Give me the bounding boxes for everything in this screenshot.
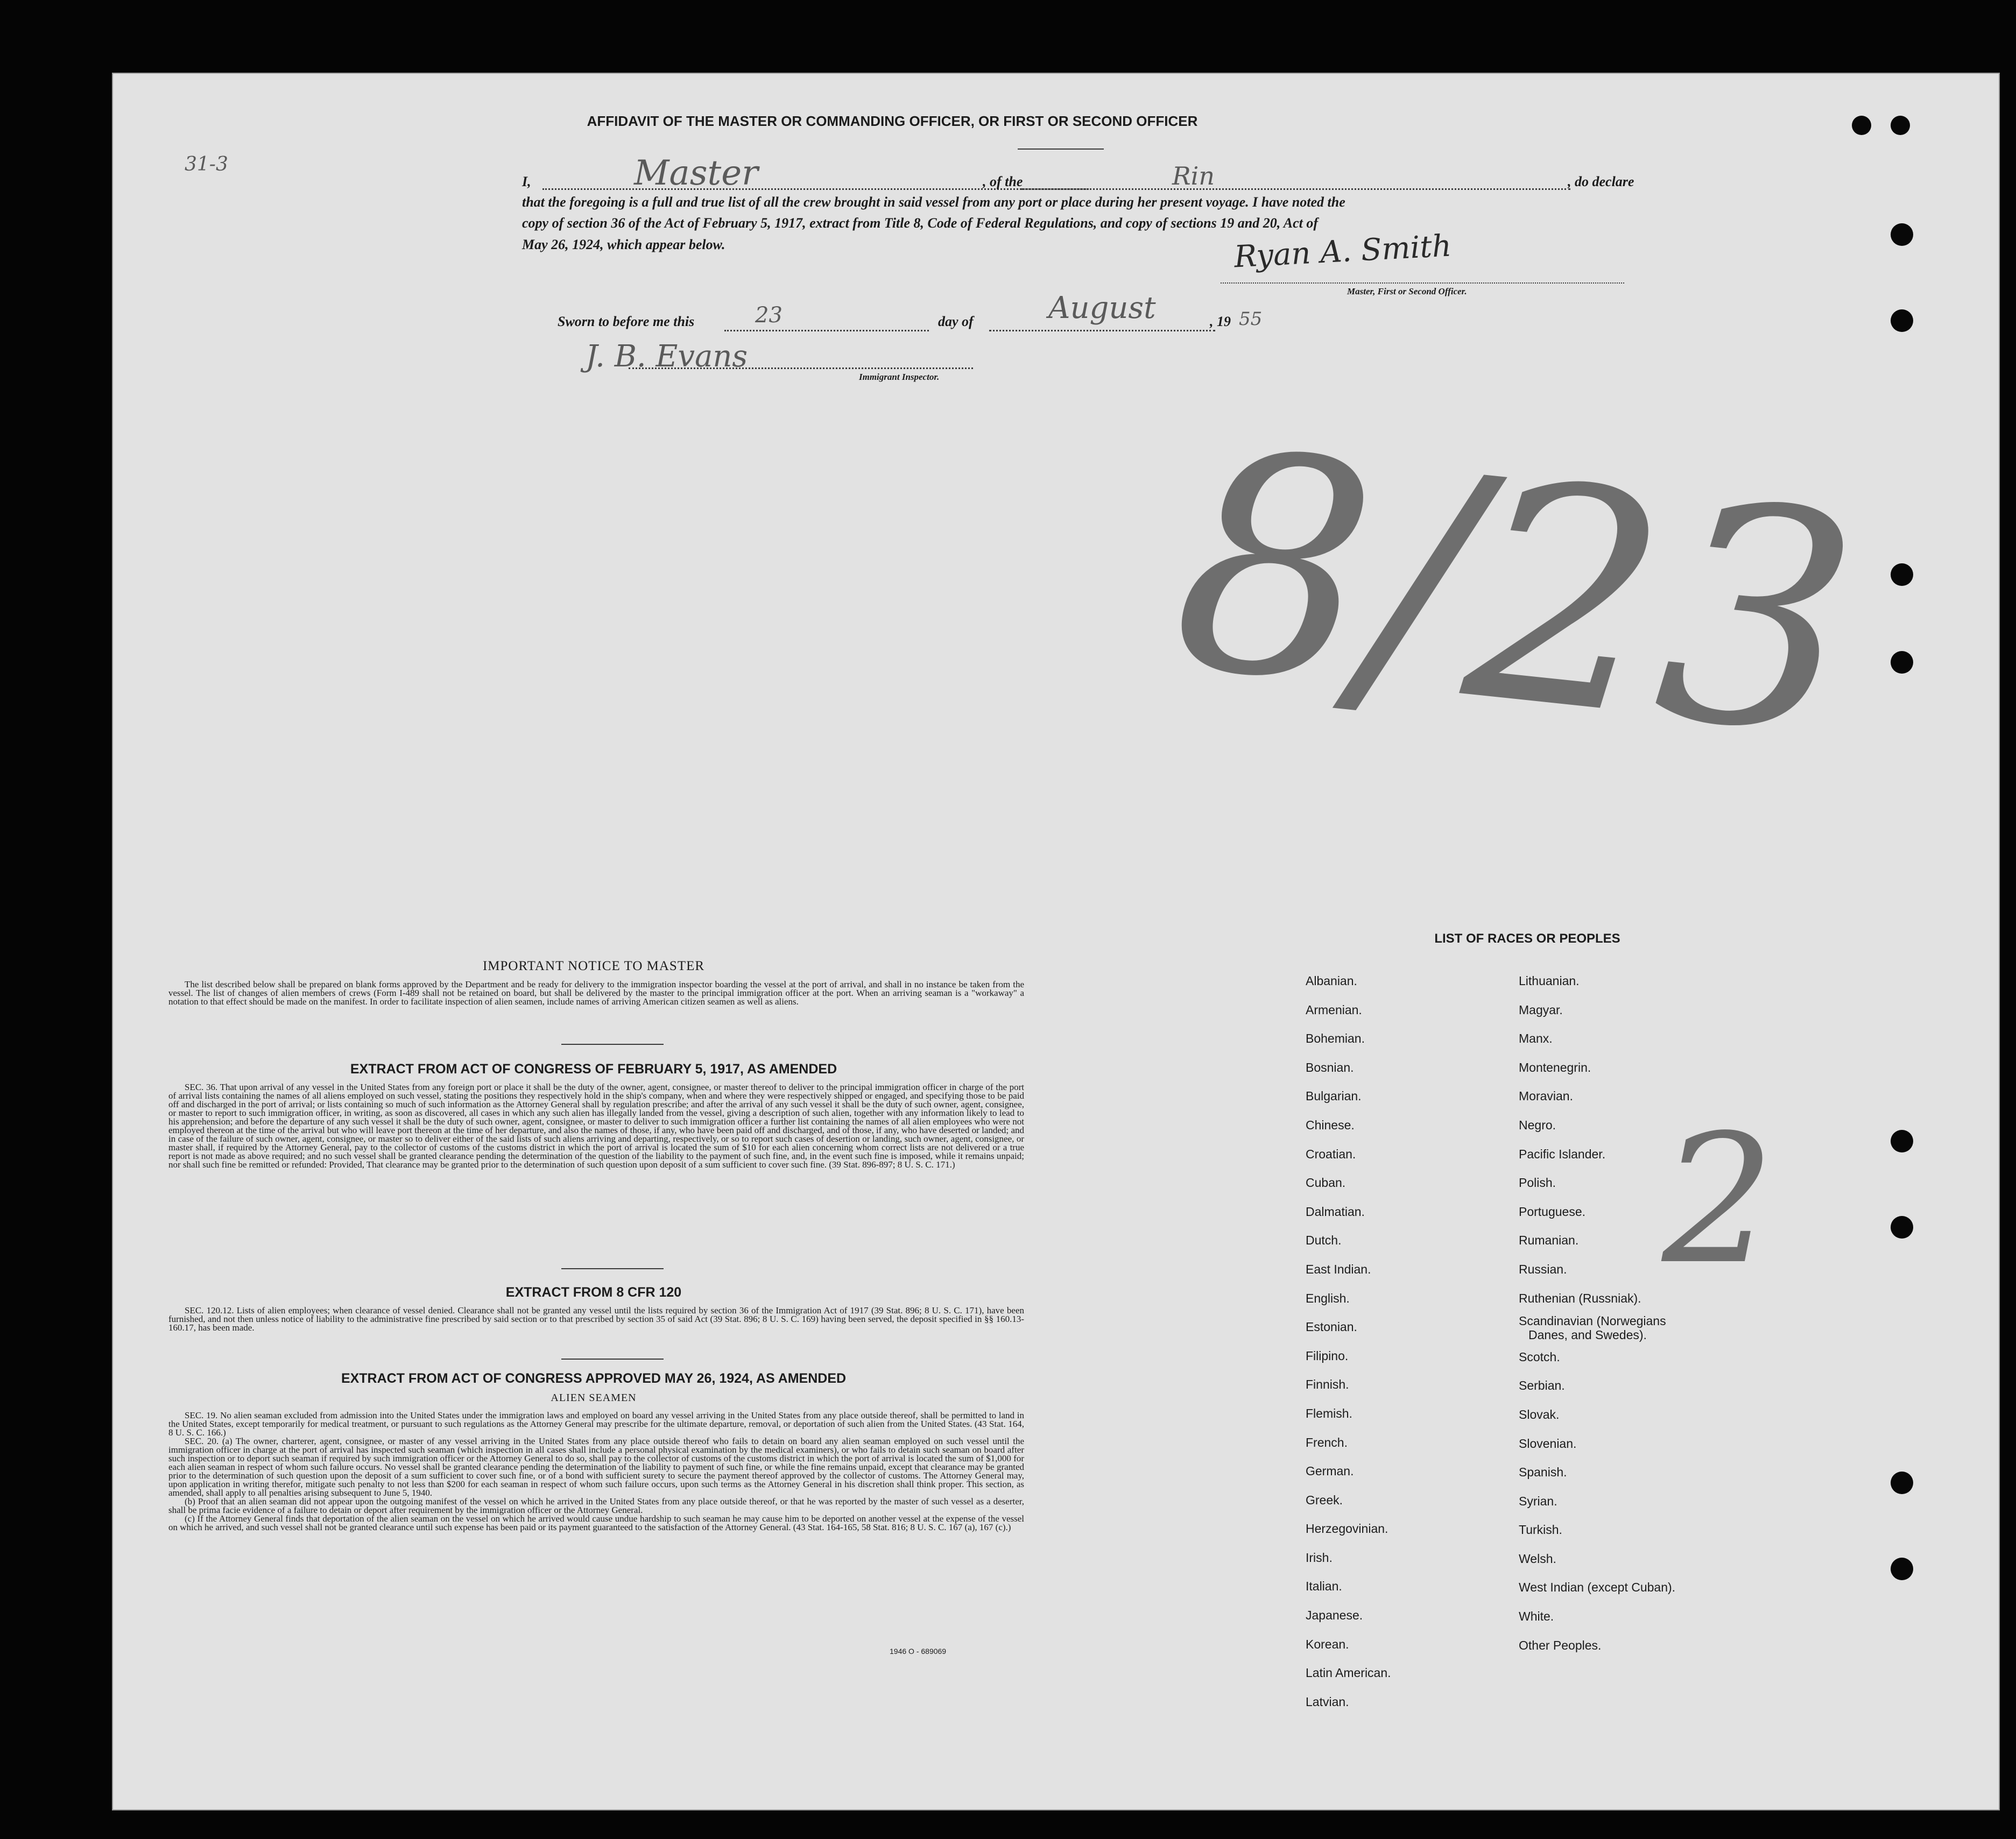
race-item: Bulgarian. xyxy=(1306,1089,1362,1104)
race-item: Irish. xyxy=(1306,1550,1333,1565)
race-item: Ruthenian (Russniak). xyxy=(1519,1291,1641,1305)
race-item: Slovak. xyxy=(1519,1407,1560,1421)
race-item: Moravian. xyxy=(1519,1089,1573,1104)
day-of-label: day of xyxy=(938,314,974,329)
race-item: Bohemian. xyxy=(1306,1031,1365,1046)
race-item-text: Scandinavian (Norwegians xyxy=(1519,1314,1666,1328)
race-item: Dutch. xyxy=(1306,1233,1342,1248)
race-item: East Indian. xyxy=(1306,1262,1371,1276)
race-item: West Indian (except Cuban). xyxy=(1519,1580,1676,1595)
year-prefix: , 19 xyxy=(1210,314,1231,329)
extract-cfr-paragraph: SEC. 120.12. Lists of alien employees; when clearance of vessel denied. Clearance shall not be granted any vessel until the lists required by section 36 of the Immigration Act of 1917 (39 Stat. 896; 8 U. S. C. 171), have been furnished, and not then unless notice of liability to the administrative fine prescribed by said section or to that prescribed by section 35 of said Act (39 Stat. 896; 8 U. S. C. 169) having been served, the deposit specified in §§ 160.13-160.17, has been made. xyxy=(168,1305,1024,1333)
punch-hole xyxy=(1891,651,1913,674)
year-suffix: 55 xyxy=(1239,308,1263,330)
extract-1924-body xyxy=(168,1411,1024,1532)
margin-note: 31-3 xyxy=(185,153,228,175)
declaration-line-3: copy of section 36 of the Act of February 5, 1917, extract from Title 8, Code of Federal Regulations, and copy of sections 19 and 20, Act of xyxy=(522,215,1318,231)
signature-caption: Master, First or Second Officer. xyxy=(1347,286,1467,296)
race-item: Flemish. xyxy=(1306,1406,1352,1420)
section-divider xyxy=(561,1268,664,1269)
race-item: English. xyxy=(1306,1291,1350,1305)
race-item: Pacific Islander. xyxy=(1519,1147,1606,1161)
punch-hole xyxy=(1891,1130,1913,1152)
sworn-label: Sworn to before me this xyxy=(558,314,695,329)
races-right-column xyxy=(1519,967,1675,1660)
section-divider xyxy=(561,1044,664,1045)
races-title: LIST OF RACES OR PEOPLES xyxy=(1434,931,1620,946)
of-the-label: , of the xyxy=(983,174,1023,189)
sworn-day-line xyxy=(724,330,929,331)
title-underline xyxy=(1018,148,1104,150)
race-item: Negro. xyxy=(1519,1117,1556,1132)
race-item: Japanese. xyxy=(1306,1608,1363,1623)
pencil-date-annotation: 8/23 xyxy=(1161,385,1871,804)
affidavit-title: AFFIDAVIT OF THE MASTER OR COMMANDING OFFICER, OR FIRST OR SECOND OFFICER xyxy=(587,113,1198,129)
race-item: Portuguese. xyxy=(1519,1204,1586,1219)
race-item: Montenegrin. xyxy=(1519,1060,1591,1074)
race-item: Bosnian. xyxy=(1306,1060,1354,1074)
race-item: Italian. xyxy=(1306,1579,1342,1594)
race-item: Armenian. xyxy=(1306,1002,1362,1017)
race-item: Rumanian. xyxy=(1519,1233,1579,1248)
race-item: French. xyxy=(1306,1435,1348,1449)
extract-1924-paragraph: (b) Proof that an alien seaman did not appear upon the outgoing manifest of the vessel on which he arrived in the United States from any place outside thereof, or that he was reported by the master of such vessel as a deserter, shall be prima facie evidence of a failure to detain or deport after requirement by the immigration officer or the Attorney General. xyxy=(168,1496,1024,1515)
race-item: Magyar. xyxy=(1519,1002,1563,1017)
print-code: 1946 O - 689069 xyxy=(890,1647,947,1656)
race-item: Turkish. xyxy=(1519,1523,1562,1537)
race-item: Finnish. xyxy=(1306,1377,1349,1392)
pencil-side-mark: 2 xyxy=(1662,1097,1775,1303)
race-item: Welsh. xyxy=(1519,1551,1556,1566)
races-left-column xyxy=(1306,967,1391,1716)
punch-hole xyxy=(1891,1216,1913,1239)
race-item: Dalmatian. xyxy=(1306,1204,1365,1219)
extract-cfr-title: EXTRACT FROM 8 CFR 120 xyxy=(505,1285,682,1300)
race-item: Serbian. xyxy=(1519,1378,1565,1393)
race-item: Lithuanian. xyxy=(1519,974,1580,988)
punch-hole xyxy=(1891,309,1913,332)
race-item: Chinese. xyxy=(1306,1117,1355,1132)
master-signature: Ryan A. Smith xyxy=(1233,228,1453,275)
sworn-day: 23 xyxy=(755,303,783,328)
declaration-line-4: May 26, 1924, which appear below. xyxy=(522,237,725,252)
extract-cfr-body xyxy=(168,1306,1024,1332)
race-item: Albanian. xyxy=(1306,974,1357,988)
punch-hole xyxy=(1891,563,1913,586)
race-item: German. xyxy=(1306,1464,1354,1479)
race-item: Syrian. xyxy=(1519,1494,1557,1508)
notice-body xyxy=(168,980,1024,1006)
extract-1917-title: EXTRACT FROM ACT OF CONGRESS OF FEBRUARY 5, 1917, AS AMENDED xyxy=(350,1062,837,1077)
race-item: Latvian. xyxy=(1306,1694,1349,1709)
punch-hole xyxy=(1891,116,1910,135)
extract-1924-subtitle: ALIEN SEAMEN xyxy=(551,1392,637,1404)
punch-hole xyxy=(1891,1558,1913,1580)
race-item: Scotch. xyxy=(1519,1349,1560,1364)
punch-hole xyxy=(1852,116,1871,135)
vessel-entry: Rin xyxy=(1172,161,1215,190)
race-item: Other Peoples. xyxy=(1519,1638,1602,1652)
race-item: Greek. xyxy=(1306,1493,1343,1507)
punch-hole xyxy=(1891,1472,1913,1494)
signature-line xyxy=(1221,282,1624,284)
race-item: Herzegovinian. xyxy=(1306,1522,1388,1536)
declaration-line-2: that the foregoing is a full and true list of all the crew brought in said vessel from any port or place during her present voyage. I have noted the xyxy=(522,194,1345,210)
race-item: Croatian. xyxy=(1306,1147,1356,1161)
race-item: Latin American. xyxy=(1306,1666,1391,1680)
extract-1924-title: EXTRACT FROM ACT OF CONGRESS APPROVED MAY 26, 1924, AS AMENDED xyxy=(341,1371,847,1386)
punch-hole xyxy=(1891,223,1913,246)
sworn-month: August xyxy=(1048,291,1156,326)
inspector-line xyxy=(629,367,973,369)
extract-1924-paragraph: SEC. 19. No alien seaman excluded from admission into the United States under the immigration laws and employed on board any vessel arriving in the United States from any place outside thereof, shall be permitted to land in the United States, except temporarily for medical treatment, or pursuant to such regulations as the Attorney General may prescribe for the ultimate departure, removal, or deportation of such alien from the United States. (43 Stat. 164, 8 U. S. C. 166.) xyxy=(168,1410,1024,1438)
race-item: Russian. xyxy=(1519,1262,1567,1276)
declare-label: , do declare xyxy=(1568,174,1634,189)
race-item: Polish. xyxy=(1519,1176,1556,1190)
section-divider xyxy=(561,1359,664,1360)
race-item: Korean. xyxy=(1306,1637,1349,1651)
race-item-continuation: Danes, and Swedes). xyxy=(1528,1328,1647,1342)
notice-title: IMPORTANT NOTICE TO MASTER xyxy=(482,959,705,973)
extract-1924-paragraph: SEC. 20. (a) The owner, charterer, agent, consignee, or master of any vessel arriving in the United States from any place outside thereof who fails to detain on board any alien seaman employed on such vessel until the immigration officer in charge at the port of arrival has inspected such seaman (which inspection in all cases shall include a personal physical examination by the medical examiners), or who fails to detain such seaman on board after such inspection or to deport such seaman if required by such immigration officer or the Attorney General to do so, shall pay to the collector of customs of the customs district in which the port of arrival is located the sum of $1,000 for each alien seaman in respect of whom such failure occurs. No vessel shall be granted clearance pending the determination of the liability to payment of such fine, or while the fine remains unpaid, except that clearance may be granted prior to the determination of such question upon the deposit of a sum sufficient to cover such fine, or of a bond with sufficient surety to secure the payment thereof approved by the collector of customs. The Attorney General may, upon application in writing therefor, mitigate such penalty to not less than $200 for each seaman in respect of whom such failure occurs, upon such terms as the Attorney General in his discretion shall think proper. This section, as amended, shall apply to all penalties arising subsequent to June 5, 1940. xyxy=(168,1436,1024,1498)
race-item: White. xyxy=(1519,1609,1554,1624)
inspector-signature: J. B. Evans xyxy=(586,339,748,374)
i-label: I, xyxy=(522,174,531,189)
extract-1917-paragraph: SEC. 36. That upon arrival of any vessel in the United States from any foreign port or place it shall be the duty of the owner, agent, consignee, or master thereof to deliver to the principal immigration officer in charge of the port of arrival lists containing the names of all aliens employed on such vessel, stating the positions they respectively hold in the ship's company, when and where they were respectively shipped or engaged, and specifying those to be paid off and discharged in the port of arrival; or lists containing so much of such information as the Attorney General shall by regulation prescribe; and after the arrival of any such vessel it shall be the duty of such owner, agent, consignee, or master to report to such immigration officer, in writing, as soon as discovered, all cases in which any such alien has illegally landed from the vessel, giving a description of such alien, together with any information likely to lead to his apprehension; and before the departure of any such vessel it shall be the duty of such owner, agent, consignee, or master to deliver to such immigration officer a further list containing the names of all alien employees who were not employed thereon at the time of the arrival but who will leave port thereon at the time of her departure, and also the names of those, if any, who have been paid off and discharged, and of those, if any, who have deserted or landed; and in case of the failure of such owner, agent, consignee, or master so to deliver either of the said lists of such aliens arriving and departing, respectively, or so to report such cases of desertion or landing, such owner, agent, consignee, or master shall, if required by the Attorney General, pay to the collector of customs of the customs district in which the port of arrival is located the sum of $10 for each alien concerning whom correct lists are not delivered or a true report is not made as above required; and no such vessel shall be granted clearance pending the determination of the question of the liability to the payment of such fine, and, in the event such fine is imposed, while it remains unpaid; nor shall such fine be remitted or refunded: Provided, That clearance may be granted prior to the determination of such question upon deposit of a sum sufficient to cover such fine. (39 Stat. 896-897; 8 U. S. C. 171.) xyxy=(168,1082,1024,1170)
document-sheet xyxy=(112,73,2000,1810)
vessel-entry-line xyxy=(1021,188,1570,190)
extract-1924-paragraph: (c) If the Attorney General finds that deportation of the alien seaman on the vessel on which he arrived would cause undue hardship to such seaman he may cause him to be deported on another vessel at the expense of the vessel on which he arrived, and such vessel shall not be granted clearance until such expense has been paid or its payment guaranteed to the satisfaction of the Attorney General. (43 Stat. 164-165, 58 Stat. 816; 8 U. S. C. 167 (a), 167 (c).) xyxy=(168,1513,1024,1532)
master-entry: Master xyxy=(634,153,758,193)
extract-1917-body xyxy=(168,1083,1024,1169)
race-item: Filipino. xyxy=(1306,1348,1349,1363)
race-item: Slovenian. xyxy=(1519,1436,1577,1451)
sworn-month-line xyxy=(989,330,1215,331)
race-item: Estonian. xyxy=(1306,1320,1357,1334)
inspector-caption: Immigrant Inspector. xyxy=(859,372,940,382)
race-item: Cuban. xyxy=(1306,1176,1346,1190)
race-item: Spanish. xyxy=(1519,1465,1567,1480)
notice-paragraph: The list described below shall be prepared on blank forms approved by the Department and be ready for delivery to the immigration inspector boarding the vessel at the port of arrival, and shall in no instance be taken from the vessel. The list of changes of alien members of crews (Form I-489 shall not be retained on board, but shall be delivered by the master to the principal immigration officer at the port. When an arriving seaman is a "workaway" a notation to that effect should be made on the manifest. In order to facilitate inspection of alien seamen, include names of arriving American citizen seamen as well as aliens. xyxy=(168,979,1024,1007)
race-item xyxy=(1519,1313,1675,1343)
race-item: Manx. xyxy=(1519,1031,1553,1046)
